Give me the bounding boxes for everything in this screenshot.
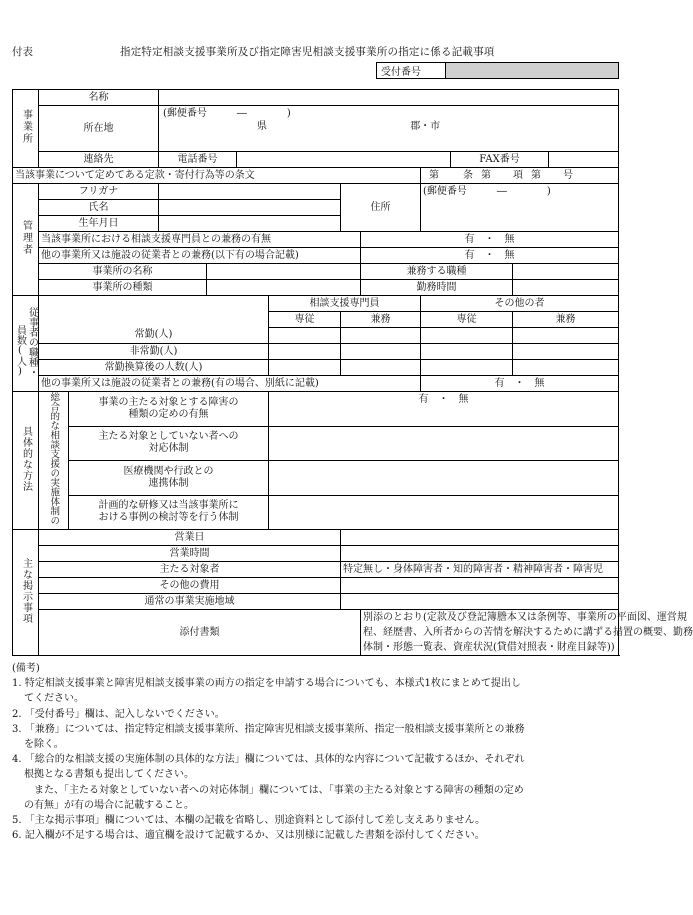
manager-furigana-label: フリガナ bbox=[39, 184, 159, 200]
regular-other-dual[interactable] bbox=[513, 328, 619, 344]
office-tel-field[interactable] bbox=[237, 152, 451, 168]
remark-4d: の有無」が有の場合に記載すること。 bbox=[24, 799, 194, 811]
dual-other-choice[interactable]: 有 ・ 無 bbox=[361, 248, 619, 264]
work-hours-label: 勤務時間 bbox=[361, 280, 513, 296]
notice-days-field[interactable] bbox=[341, 530, 619, 546]
converted-consult-dual[interactable] bbox=[341, 360, 421, 376]
office-section-label: 事業所 bbox=[13, 90, 39, 168]
dual-other-label: 他の事業所又は施設の従業者との兼務(以下有の場合記載) bbox=[39, 248, 361, 264]
receipt-label: 受付番号 bbox=[377, 63, 446, 79]
prefecture-text: 県 bbox=[257, 121, 267, 132]
remark-2: 2. 「受付番号」欄は、記入しないでください。 bbox=[12, 708, 225, 720]
receipt-number-field[interactable] bbox=[446, 63, 619, 79]
part-other-dual[interactable] bbox=[513, 344, 619, 360]
remark-1b: てください。 bbox=[24, 693, 84, 705]
notice-area-label: 通常の事業実施地域 bbox=[39, 594, 341, 610]
part-consult-dual[interactable] bbox=[341, 344, 421, 360]
office-fax-field[interactable] bbox=[549, 152, 619, 168]
other-full-label: 専従 bbox=[421, 312, 513, 328]
dual-position-field[interactable] bbox=[513, 264, 619, 280]
manager-furigana-field[interactable] bbox=[159, 184, 341, 200]
method-row4-field[interactable] bbox=[269, 495, 619, 530]
notice-hours-field[interactable] bbox=[341, 546, 619, 562]
other-group-label: その他の者 bbox=[421, 296, 619, 312]
attach-label: 添付書類 bbox=[39, 610, 361, 656]
method-inner-label: 総合的な相談支援の実施体制の bbox=[39, 392, 69, 530]
receipt-box bbox=[376, 62, 619, 79]
dual-position-label: 兼務する職種 bbox=[361, 264, 513, 280]
staff-header-blank bbox=[39, 296, 269, 328]
remark-5: 5. 「主な掲示事項」欄については、本欄の記載を省略し、別途資料として添付して差し支えありません。 bbox=[12, 815, 486, 827]
office-postal-field[interactable]: (郵便番号 ― ) bbox=[159, 106, 619, 122]
manager-office-name-field[interactable] bbox=[207, 264, 361, 280]
manager-birth-field[interactable] bbox=[159, 216, 341, 232]
remark-6: 6. 記入欄が不足する場合は、適宜欄を設けて記載するか、又は別様に記載した書類を添付してください。 bbox=[12, 830, 485, 842]
manager-name-field[interactable] bbox=[159, 200, 341, 216]
office-address-label: 所在地 bbox=[39, 106, 159, 152]
other-dual-label: 兼務 bbox=[513, 312, 619, 328]
part-label: 非常勤(人) bbox=[39, 344, 269, 360]
manager-office-type-label: 事業所の種類 bbox=[39, 280, 207, 296]
remark-3a: 3. 「兼務」については、指定特定相談支援事業所、指定障害児相談支援事業所、指定一般相談支援事業所との兼務 bbox=[12, 723, 525, 735]
notice-section-label: 主な掲示事項 bbox=[13, 530, 39, 656]
notice-target-choice[interactable]: 特定無し・身体障害者・知的障害者・精神障害者・障害児 bbox=[341, 562, 619, 578]
manager-office-name-label: 事業所の名称 bbox=[39, 264, 207, 280]
main-form-table bbox=[12, 89, 693, 656]
office-name-field[interactable] bbox=[159, 90, 619, 106]
regular-consult-dual[interactable] bbox=[341, 328, 421, 344]
converted-other-full[interactable] bbox=[421, 360, 513, 376]
manager-address-field[interactable] bbox=[421, 200, 619, 232]
form-title: 指定特定相談支援事業所及び指定障害児相談支援事業所の指定に係る記載事項 bbox=[120, 46, 495, 58]
manager-postal-field[interactable]: (郵便番号 ― ) bbox=[421, 184, 619, 200]
office-contact-label: 連絡先 bbox=[39, 152, 159, 168]
remark-3b: を除く。 bbox=[24, 739, 64, 751]
work-hours-field[interactable] bbox=[513, 280, 619, 296]
manager-name-label: 氏名 bbox=[39, 200, 159, 216]
appendix-label: 付表 bbox=[12, 46, 33, 58]
staff-section-label: 員数(人)従事者の職種・ bbox=[13, 296, 39, 392]
article-label: 当該事業について定めてある定款・寄付行為等の条文 bbox=[13, 168, 421, 184]
part-consult-full[interactable] bbox=[269, 344, 341, 360]
method-row1-label: 事業の主たる対象とする障害の 種類の定めの有無 bbox=[69, 392, 269, 427]
office-tel-label: 電話番号 bbox=[159, 152, 237, 168]
converted-consult-full[interactable] bbox=[269, 360, 341, 376]
remark-1a: 1. 特定相談支援事業と障害児相談支援事業の両方の指定を申請する場合についても、本様式1枚にまとめて提出し bbox=[12, 678, 521, 690]
staff-other-dual-label: 他の事業所又は施設の従業者との兼務(有の場合、別紙に記載) bbox=[39, 376, 421, 392]
regular-label: 常勤(人) bbox=[39, 328, 269, 344]
notice-area-field[interactable] bbox=[341, 594, 619, 610]
consult-dual-label: 兼務 bbox=[341, 312, 421, 328]
remark-4b: 根拠となる書類も提出してください。 bbox=[24, 769, 194, 781]
remarks-head: (備考) bbox=[12, 663, 40, 674]
method-row2-field[interactable] bbox=[269, 426, 619, 461]
method-row3-field[interactable] bbox=[269, 461, 619, 496]
city-text: 郡・市 bbox=[410, 121, 441, 132]
part-other-full[interactable] bbox=[421, 344, 513, 360]
regular-other-full[interactable] bbox=[421, 328, 513, 344]
notice-fees-label: その他の費用 bbox=[39, 578, 341, 594]
notice-hours-label: 営業時間 bbox=[39, 546, 341, 562]
converted-label: 常勤換算後の人数(人) bbox=[39, 360, 269, 376]
notice-days-label: 営業日 bbox=[39, 530, 341, 546]
dual-consult-choice[interactable]: 有 ・ 無 bbox=[361, 232, 619, 248]
consult-group-label: 相談支援専門員 bbox=[269, 296, 421, 312]
remark-4c: また、「主たる対象としていない者への対応体制」欄については、「事業の主たる対象とする障害の種類の定め bbox=[24, 784, 524, 796]
office-address-field[interactable] bbox=[159, 121, 619, 152]
dual-consult-label: 当該事業所における相談支援専門員との兼務の有無 bbox=[39, 232, 361, 248]
office-fax-label: FAX番号 bbox=[451, 152, 549, 168]
form-header bbox=[12, 44, 618, 60]
manager-birth-label: 生年月日 bbox=[39, 216, 159, 232]
remarks bbox=[12, 661, 620, 843]
attach-text: 別添のとおり(定款及び登記簿謄本又は条例等、事業所の平面図、運営規 程、経歴書、入所者からの苦情を解決するために講ずる措置の概要、勤務 体制・形態一覧表、資産状況(貸借対照表・財産目録等)) bbox=[361, 610, 619, 656]
manager-residence-label: 住所 bbox=[341, 184, 421, 232]
notice-target-label: 主たる対象者 bbox=[39, 562, 341, 578]
manager-section-label: 管理者 bbox=[13, 184, 39, 296]
method-outer-label: 具体的な方法 bbox=[13, 392, 39, 530]
converted-other-dual[interactable] bbox=[513, 360, 619, 376]
notice-fees-field[interactable] bbox=[341, 578, 619, 594]
method-row1-choice[interactable]: 有 ・ 無 bbox=[269, 392, 619, 427]
method-row2-label: 主たる対象としていない者への 対応体制 bbox=[69, 426, 269, 461]
method-row3-label: 医療機関や行政との 連携体制 bbox=[69, 461, 269, 496]
consult-full-label: 専従 bbox=[269, 312, 341, 328]
article-field[interactable]: 第 条 第 項 第 号 bbox=[421, 168, 619, 184]
remark-4a: 4. 「総合的な相談支援の実施体制の具体的な方法」欄については、具体的な内容について記載するほか、それぞれ bbox=[12, 754, 525, 766]
regular-consult-full[interactable] bbox=[269, 328, 341, 344]
manager-office-type-field[interactable] bbox=[207, 280, 361, 296]
office-name-label: 名称 bbox=[39, 90, 159, 106]
staff-other-dual-choice[interactable]: 有 ・ 無 bbox=[421, 376, 619, 392]
method-row4-label: 計画的な研修又は当該事業所に おける事例の検討等を行う体制 bbox=[69, 495, 269, 530]
